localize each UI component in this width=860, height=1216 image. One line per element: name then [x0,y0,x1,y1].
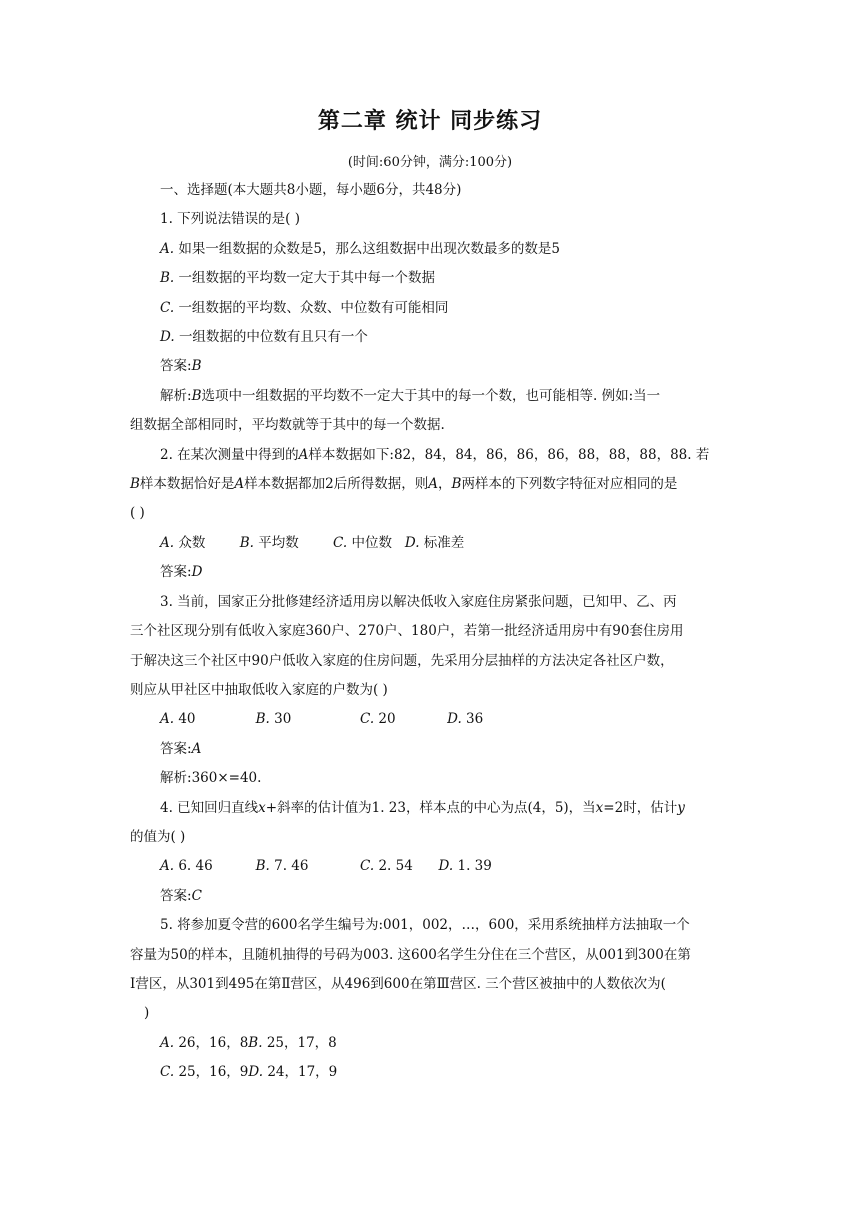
q1-option-d-label: D. [160,329,175,346]
page-subtitle: (时间:60分钟，满分:100分) [347,155,513,170]
q1-analysis-b: B [191,387,202,404]
q3-option-a-label: A. [160,711,175,728]
q3-analysis-prefix: 解析: [160,770,192,787]
q1-option-c-text: 一组数据的平均数、众数、中位数有可能相同 [178,299,449,316]
q1-option-a-label: A. [160,240,175,257]
q4-var-x: x [258,799,266,816]
q1-option-b-text: 一组数据的平均数一定大于其中每一个数据 [178,270,436,287]
section-heading: 一、选择题(本大题共8小题，每小题6分，共48分) [160,182,462,198]
q4-option-a-label: A. [160,858,175,875]
q2-var-a2: A [234,476,245,493]
q5-option-a-label: A. [160,1034,175,1051]
q2-options [130,529,730,558]
q2-option-a-label: A. [160,534,175,551]
q1-analysis-text1: 选项中一组数据的平均数不一定大于其中的每一个数，也可能相等. 例如:当一 [201,387,661,404]
q3-analysis [130,764,730,793]
q5-stem-line2: 容量为50的样本，且随机抽得的号码为003. 这600名学生分住在三个营区，从001到300在第 [130,946,691,963]
q1-answer-value: B [191,358,202,375]
q3-answer [130,735,730,764]
q4-var-x2: x [595,799,604,816]
page-title: 第二章 统计 同步练习 [317,109,543,134]
q3-option-b-text: 30 [274,711,292,728]
q3-option-a-text: 40 [178,711,196,728]
q5-option-c-label: C. [160,1064,175,1081]
q1-analysis-line1 [130,382,730,411]
q3-option-d-label: D. [447,711,462,728]
q3-stem-line2: 三个社区现分别有低收入家庭360户、270户、180户，若第一批经济适用房中有90套住房用 [130,623,684,640]
q1-stem: 1. 下列说法错误的是( ) [160,211,300,228]
q4-text-3: =2时，估计 [603,799,678,816]
q3-option-c-text: 20 [378,711,396,728]
q3-analysis-text: 360×=40. [191,770,262,787]
q2-text-1: 2. 在某次测量中得到的 [160,446,299,463]
q4-stem-line1 [130,794,730,823]
q4-option-b-text: 7. 46 [274,858,309,875]
q1-answer [130,352,730,381]
q5-option-d-text: 24，17，9 [267,1064,338,1081]
q4-option-c-text: 2. 54 [378,858,413,875]
q2-option-a-text: 众数 [178,534,206,551]
q1-analysis-prefix: 解析: [160,387,192,404]
q5-option-d-label: D. [248,1064,264,1081]
q4-option-b-label: B. [255,858,270,875]
q4-answer [130,882,730,911]
q2-option-d-label: D. [404,534,420,551]
q5-options-row2 [130,1058,730,1087]
q2-var-a: A [298,446,309,463]
q1-analysis-line2: 组数据全部相同时，平均数就等于其中的每一个数据. [130,417,445,434]
q2-text-6: 两样本的下列数字特征对应相同的是 [461,476,678,493]
q1-option-b [130,264,730,293]
q3-stem-line3: 于解决这三个社区中90户低收入家庭的住房问题，先采用分层抽样的方法决定各社区户数， [130,652,674,669]
q3-options [130,705,730,734]
q2-stem-line2 [130,470,730,499]
q3-option-d-text: 36 [466,711,484,728]
q1-answer-prefix: 答案: [160,358,192,375]
q2-answer-prefix: 答案: [160,564,192,581]
document-body [130,176,730,1088]
q2-option-c-text: 中位数 [351,534,392,551]
q5-stem-line3: Ⅰ营区，从301到495在第Ⅱ营区，从496到600在第Ⅲ营区. 三个营区被抽中的人数依次为( [130,975,666,992]
q5-option-b-text: 25，17，8 [266,1034,337,1051]
q3-stem-line1: 3. 当前，国家正分批修建经济适用房以解决低收入家庭住房紧张问题，已知甲、乙、丙 [160,593,677,610]
q2-answer [130,558,730,587]
q3-option-b-label: B. [255,711,270,728]
q1-option-a [130,235,730,264]
q4-text-2: +斜率的估计值为1. 23，样本点的中心为点(4，5)，当 [265,799,596,816]
q5-stem-line1: 5. 将参加夏令营的600名学生编号为:001，002，…，600，采用系统抽样方法抽取一个 [160,917,690,934]
q5-option-b-label: B. [248,1034,263,1051]
q4-answer-prefix: 答案: [160,887,192,904]
q1-option-c-label: C. [160,299,175,316]
q2-stem-line3: ( ) [130,505,145,522]
q2-answer-value: D [191,564,203,581]
q1-option-c [130,294,730,323]
q4-options [130,852,730,881]
q2-var-a3: A [428,476,439,493]
q2-text-4: 样本数据都加2后所得数据，则 [244,476,429,493]
q5-option-a-text: 26，16，8 [178,1034,249,1051]
q2-stem-line1 [130,441,730,470]
q2-text-2: 样本数据如下:82，84，84，86，86，86，88，88，88，88. 若 [308,446,710,463]
q4-var-y: y [677,799,685,816]
q4-stem-line2: 的值为( ) [130,828,186,845]
q1-option-a-text: 如果一组数据的众数是5，那么这组数据中出现次数最多的数是5 [178,240,561,257]
q2-option-c-label: C. [333,534,348,551]
q2-option-b-label: B. [239,534,254,551]
q2-text-3: 样本数据恰好是 [139,476,235,493]
q5-stem-line4: ) [144,1005,150,1022]
q4-answer-value: C [191,887,202,904]
q2-text-5: ， [438,476,452,493]
q1-option-d [130,323,730,352]
q4-option-c-label: C. [360,858,375,875]
q4-text-1: 4. 已知回归直线 [160,799,259,816]
q3-answer-value: A [191,740,202,757]
q3-answer-prefix: 答案: [160,740,192,757]
q4-option-a-text: 6. 46 [178,858,213,875]
q4-option-d-label: D. [438,858,454,875]
q2-option-b-text: 平均数 [258,534,299,551]
q2-var-b2: B [451,476,462,493]
q5-option-c-text: 25，16，9 [178,1064,249,1081]
q1-option-b-label: B. [160,270,175,287]
q3-option-c-label: C. [359,711,375,728]
q4-option-d-text: 1. 39 [457,858,492,875]
q3-stem-line4: 则应从甲社区中抽取低收入家庭的户数为( ) [130,681,388,698]
q2-option-d-text: 标准差 [423,534,465,551]
q1-option-d-text: 一组数据的中位数有且只有一个 [178,329,368,346]
q5-options-row1 [130,1029,730,1058]
q2-var-b: B [130,476,140,493]
